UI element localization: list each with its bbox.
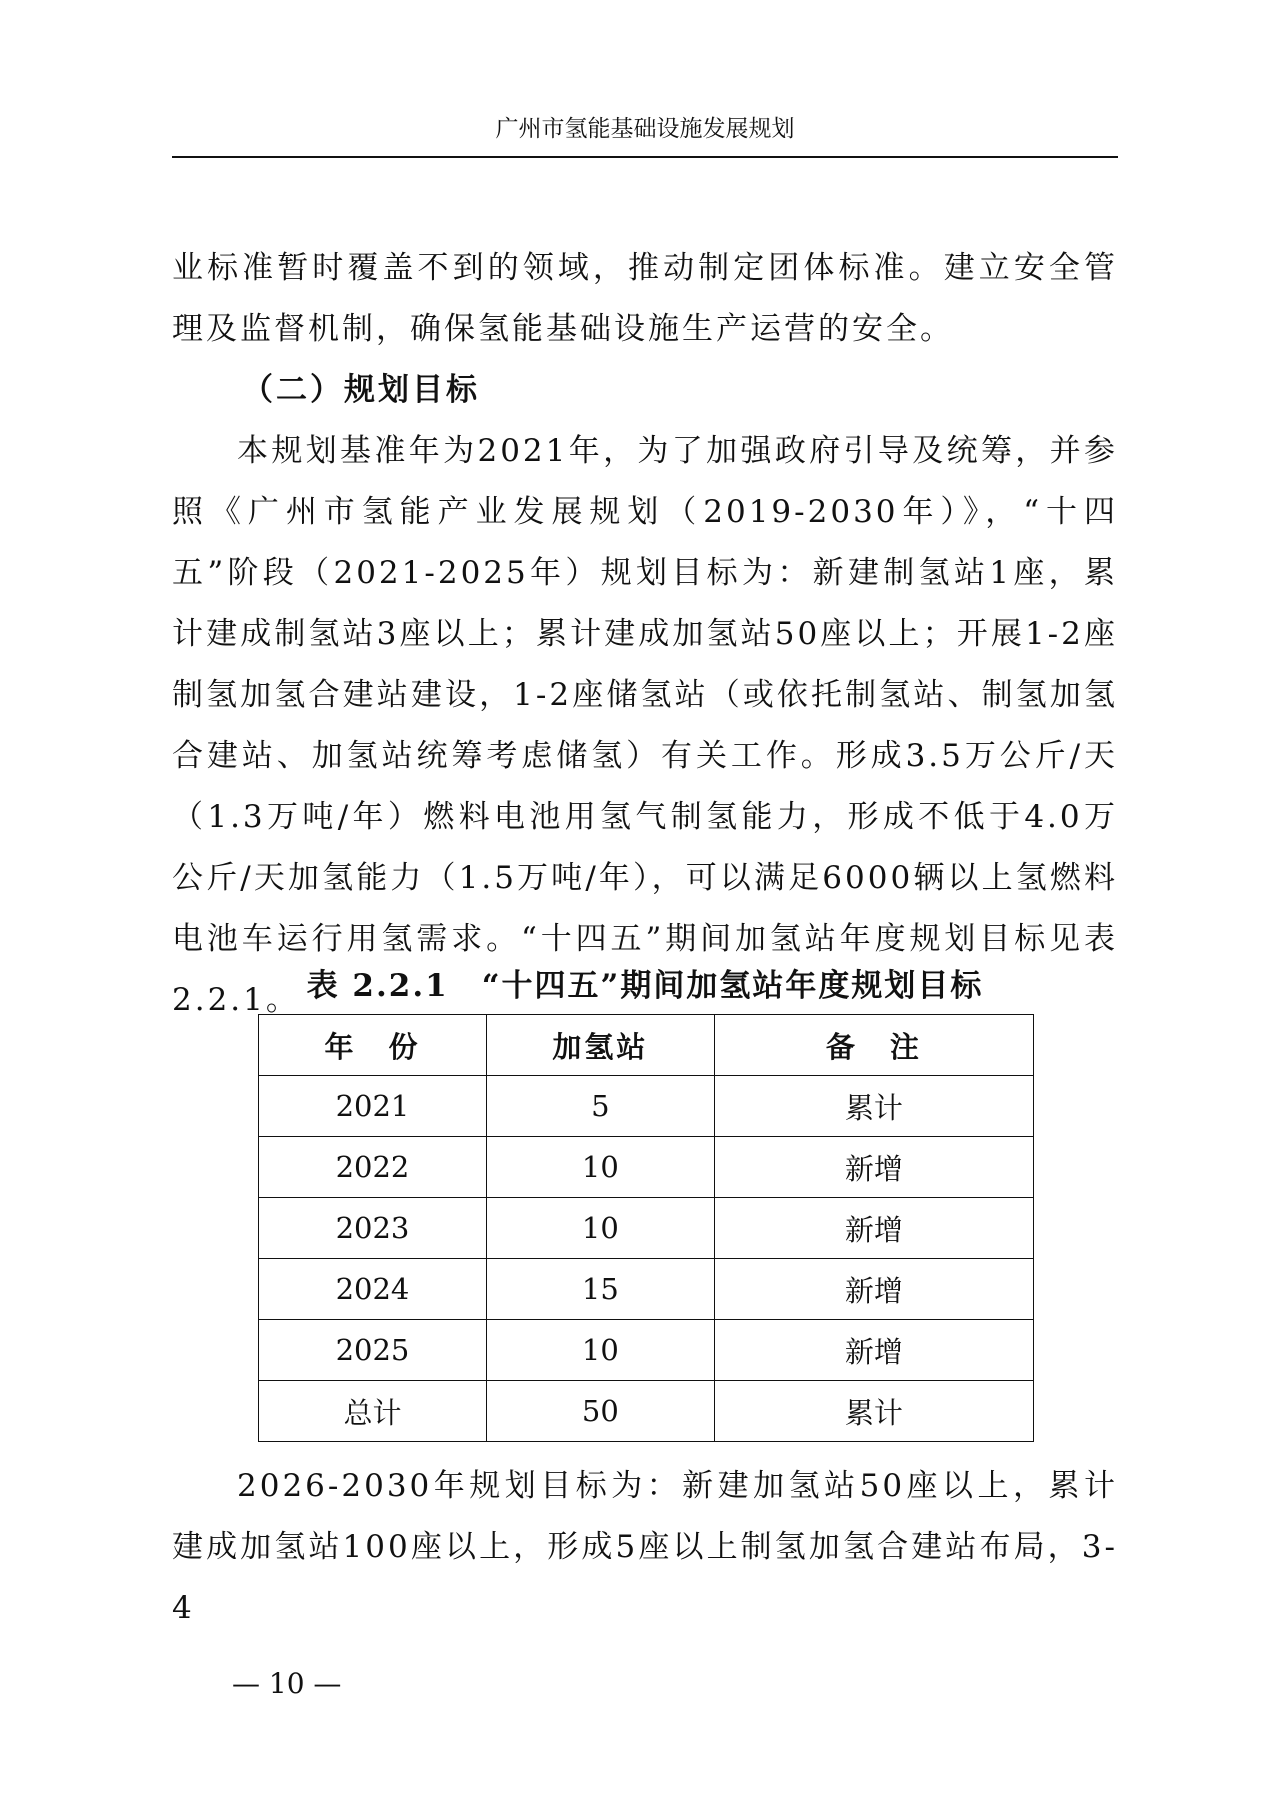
cell-stations: 50 xyxy=(486,1381,714,1442)
cell-year: 总计 xyxy=(259,1381,487,1442)
cell-remarks: 新增 xyxy=(714,1137,1033,1198)
cell-remarks: 新增 xyxy=(714,1198,1033,1259)
table-row xyxy=(259,1259,1034,1320)
table-header-row xyxy=(259,1015,1034,1076)
table-row xyxy=(259,1198,1034,1259)
cell-remarks: 新增 xyxy=(714,1259,1033,1320)
header-title: 广州市氢能基础设施发展规划 xyxy=(495,116,795,142)
table-row xyxy=(259,1137,1034,1198)
cell-year: 2025 xyxy=(259,1320,487,1381)
table-caption: 表 2.2.1 “十四五”期间加氢站年度规划目标 xyxy=(306,968,984,1004)
cell-stations: 15 xyxy=(486,1259,714,1320)
body-text-continued xyxy=(172,1456,1118,1639)
table-row xyxy=(259,1320,1034,1381)
cell-year: 2022 xyxy=(259,1137,487,1198)
section-subheading: （二）规划目标 xyxy=(242,372,480,408)
header-year: 年 份 xyxy=(259,1015,487,1076)
cell-remarks: 累计 xyxy=(714,1381,1033,1442)
cell-remarks: 新增 xyxy=(714,1320,1033,1381)
paragraph-3: 2026-2030年规划目标为：新建加氢站50座以上，累计建成加氢站100座以上，形成5座以上制氢加氢合建站布局，3-4 xyxy=(172,1468,1118,1626)
cell-stations: 10 xyxy=(486,1320,714,1381)
cell-year: 2023 xyxy=(259,1198,487,1259)
cell-year: 2021 xyxy=(259,1076,487,1137)
header-stations: 加氢站 xyxy=(486,1015,714,1076)
header-remarks: 备 注 xyxy=(714,1015,1033,1076)
cell-year: 2024 xyxy=(259,1259,487,1320)
paragraph-2: 本规划基准年为2021年，为了加强政府引导及统筹，并参照《广州市氢能产业发展规划（2019-2030年）》，“十四五”阶段（2021-2025年）规划目标为：新建制氢站1座，累计建成制氢站3座以上；累计建成加氢站50座以上；开展1-2座制氢加氢合建站建设，1-2座储氢站（或依托制氢站、制氢加氢合建站、加氢站统筹考虑储氢）有关工作。形成3.5万公斤/天（1.3万吨/年）燃料电池用氢气制氢能力，形成不低于4.0万公斤/天加氢能力（1.5万吨/年），可以满足6000辆以上氢燃料电池车运行用氢需求。“十四五”期间加氢站年度规划目标见表2.2.1。 xyxy=(172,433,1118,1018)
paragraph-1: 业标准暂时覆盖不到的领域，推动制定团体标准。建立安全管理及监督机制，确保氢能基础设施生产运营的安全。 xyxy=(172,250,1118,347)
cell-remarks: 累计 xyxy=(714,1076,1033,1137)
body-text xyxy=(172,238,1118,1031)
running-header xyxy=(172,112,1118,158)
planning-target-table xyxy=(258,1014,1034,1442)
cell-stations: 10 xyxy=(486,1137,714,1198)
table-row xyxy=(259,1076,1034,1137)
cell-stations: 10 xyxy=(486,1198,714,1259)
cell-stations: 5 xyxy=(486,1076,714,1137)
page-number: — 10 — xyxy=(232,1667,342,1700)
table-row-total xyxy=(259,1381,1034,1442)
